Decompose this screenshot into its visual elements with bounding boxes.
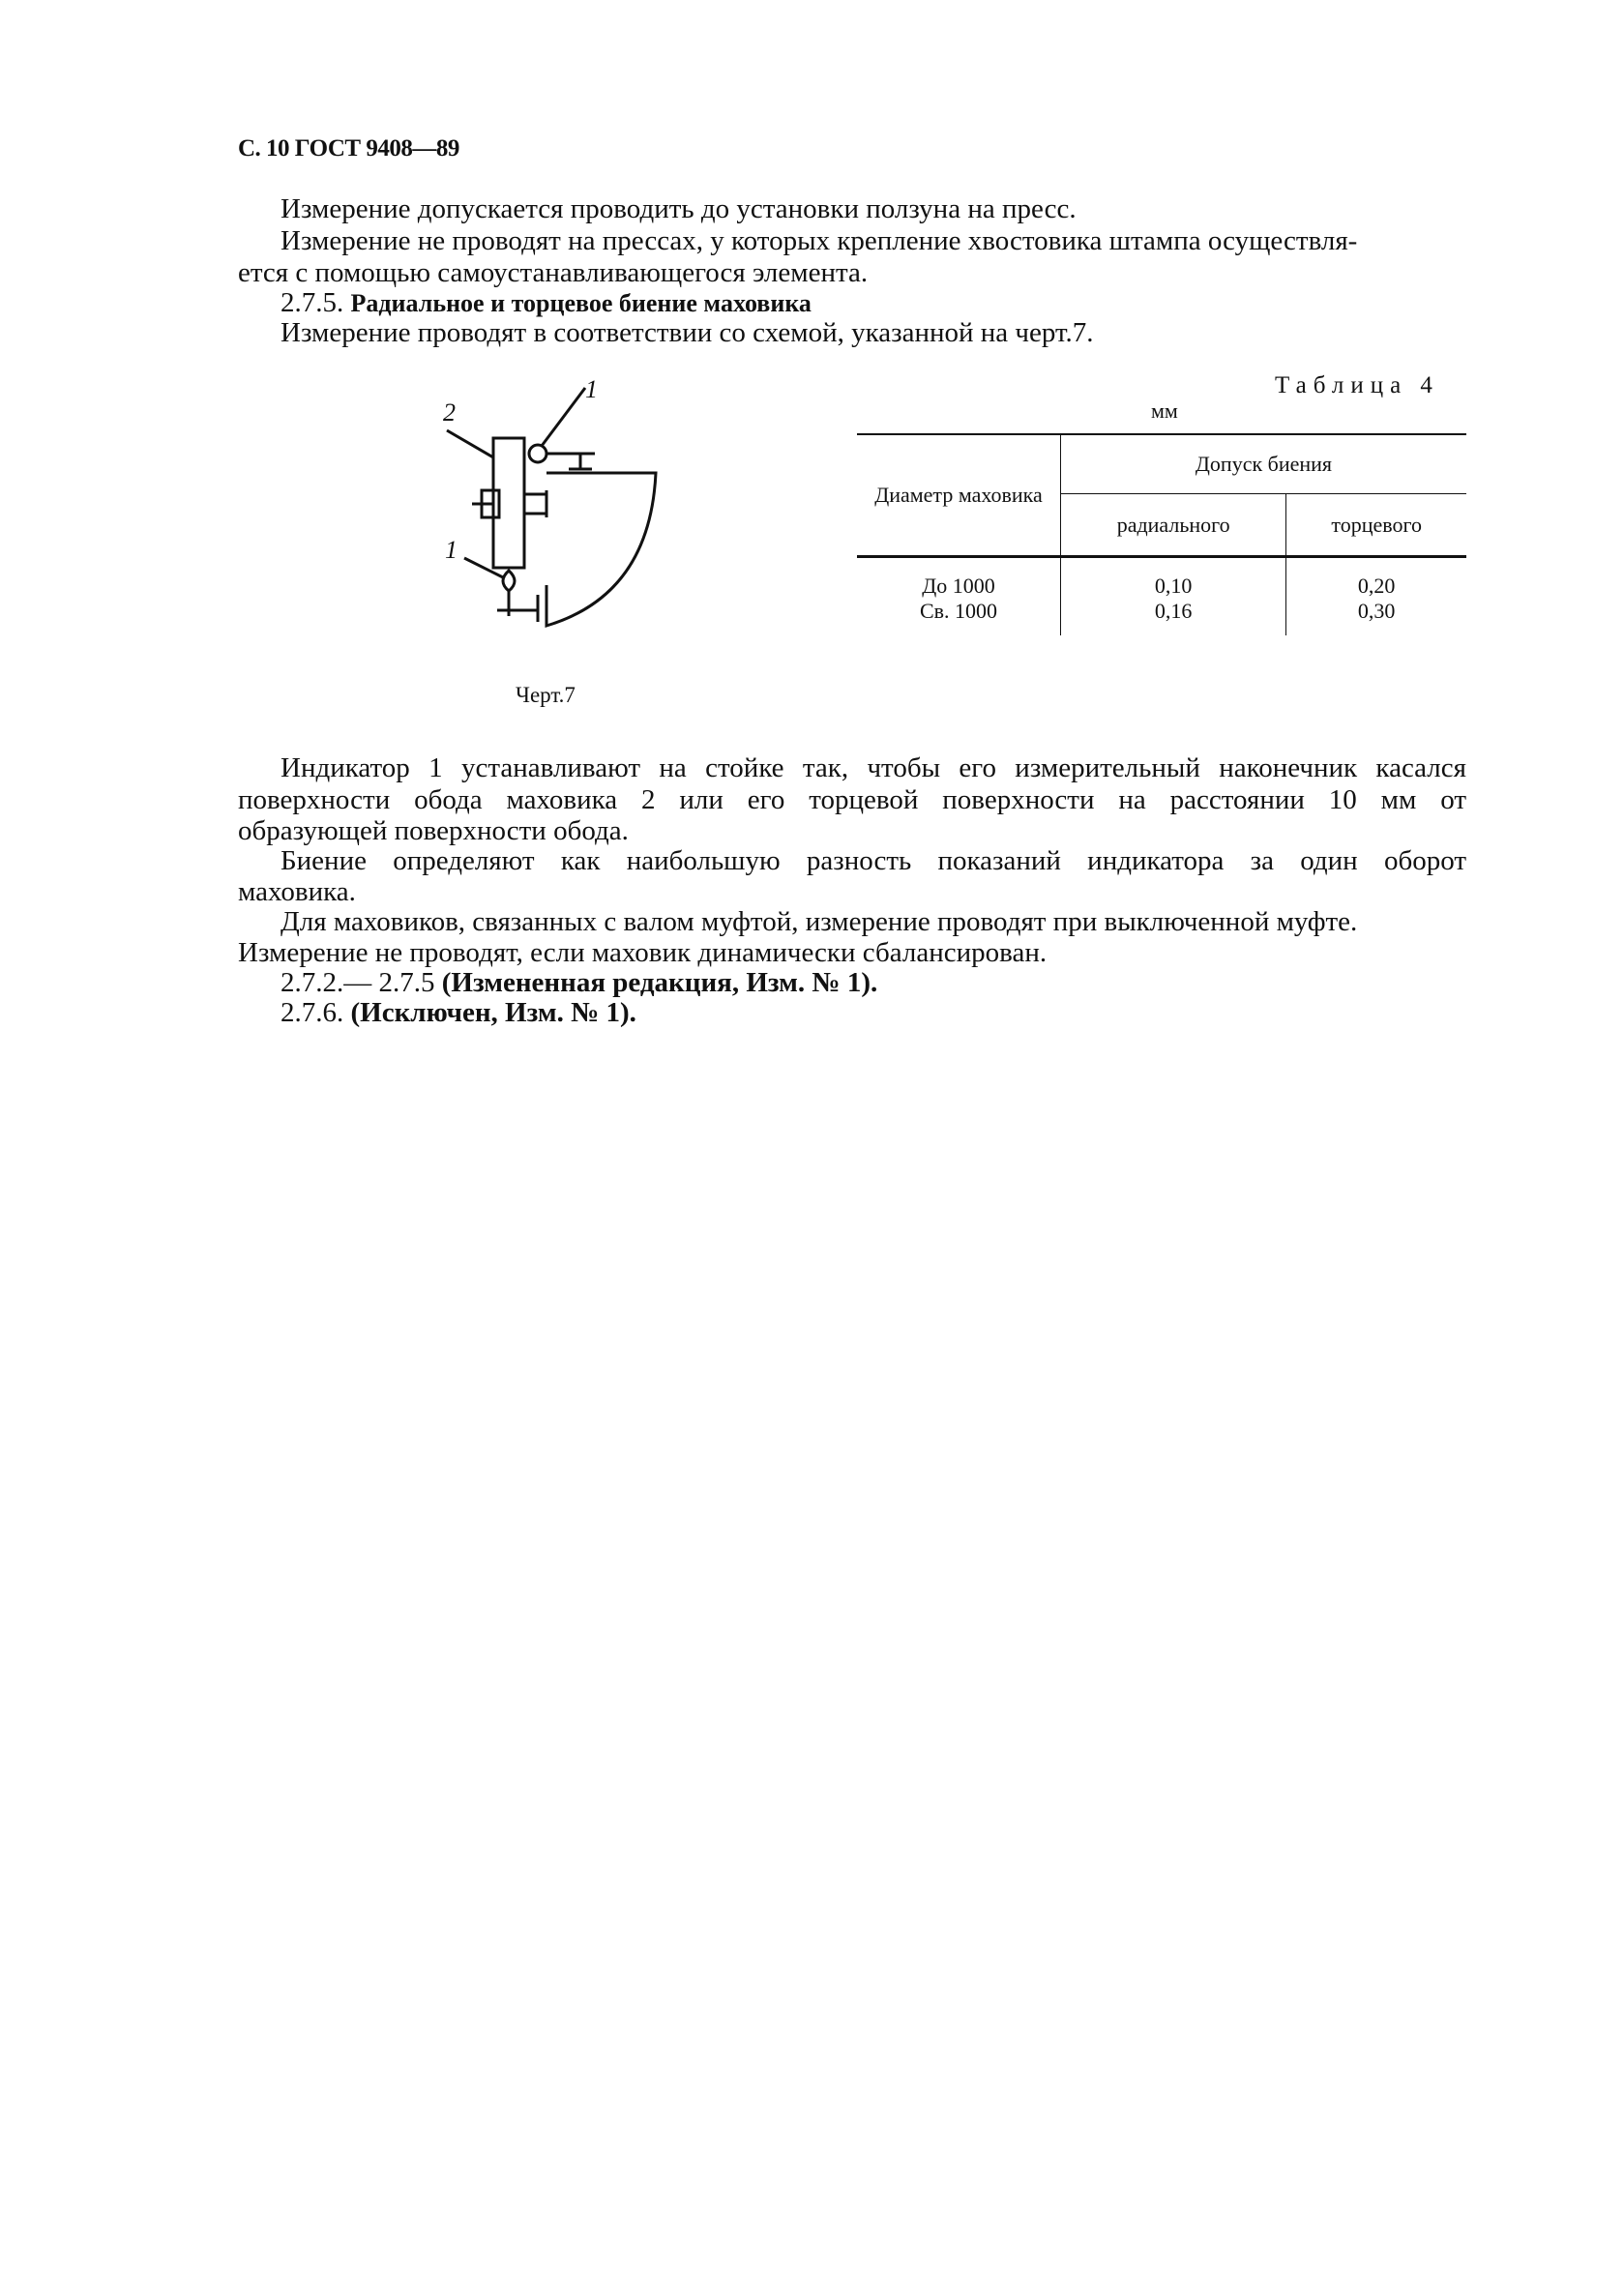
section-number: 2.7.2.— 2.7.5	[281, 967, 435, 998]
section-number: 2.7.6.	[281, 997, 344, 1028]
table-cell: До 1000	[857, 557, 1061, 600]
table-cell: Св. 1000	[857, 599, 1061, 635]
table-cell: 0,30	[1357, 599, 1396, 623]
paragraph: Измерение не проводят на прессах, у которых крепление хвостовика штампа осуществля-	[281, 225, 1358, 256]
label-1-bottom: 1	[445, 536, 458, 564]
paragraph: Биение определяют как наибольшую разность показаний индикатора за один оборот	[281, 845, 1466, 876]
label-1-top: 1	[585, 375, 598, 403]
paragraph: поверхности обода маховика 2 или его торцевой поверхности на расстоянии 10 мм от	[238, 784, 1466, 815]
figure-caption: Черт.7	[516, 683, 576, 707]
flywheel-disc	[546, 473, 656, 626]
table-unit: мм	[1151, 398, 1178, 423]
table-title: Таблица 4	[1275, 372, 1439, 398]
table-cell: 0,16	[1061, 599, 1286, 635]
paragraph: Измерение допускается проводить до установки ползуна на пресс.	[281, 193, 1077, 224]
table-cell: 0,20	[1357, 574, 1396, 598]
section-title: Радиальное и торцевое биение маховика	[350, 289, 812, 317]
section-2-7-5-heading	[281, 287, 812, 319]
paragraph: маховика.	[238, 876, 356, 907]
paragraph: Индикатор 1 устанавливают на стойке так, чтобы его измерительный наконечник касался	[281, 752, 1466, 783]
col-header-face: торцевого	[1331, 512, 1422, 537]
col-header-diameter: Диаметр маховика	[857, 434, 1061, 557]
paragraph: ется с помощью самоустанавливающегося элемента.	[238, 257, 869, 288]
paragraph: Для маховиков, связанных с валом муфтой, измерение проводят при выключенной муфте.	[281, 906, 1358, 937]
group-header-tolerance: Допуск биения	[1061, 434, 1467, 494]
paragraph: образующей поверхности обода.	[238, 815, 629, 846]
amendment-note	[281, 997, 636, 1028]
page-header: С. 10 ГОСТ 9408—89	[238, 135, 459, 162]
amendment-text: (Измененная редакция, Изм. № 1).	[441, 967, 878, 998]
table-4	[857, 433, 1466, 635]
paragraph: Измерение проводят в соответствии со схемой, указанной на черт.7.	[281, 317, 1094, 348]
label-2: 2	[443, 398, 456, 427]
figure-drawing	[426, 372, 677, 638]
amendment-text: (Исключен, Изм. № 1).	[350, 997, 636, 1028]
paragraph: Измерение не проводят, если маховик динамически сбалансирован.	[238, 937, 1048, 968]
table-cell: 0,10	[1061, 557, 1286, 600]
section-number: 2.7.5.	[281, 287, 344, 318]
indicator-top	[529, 445, 546, 462]
col-header-radial: радиального	[1061, 494, 1286, 557]
indicator-bottom	[503, 571, 515, 591]
amendment-note	[281, 967, 877, 998]
